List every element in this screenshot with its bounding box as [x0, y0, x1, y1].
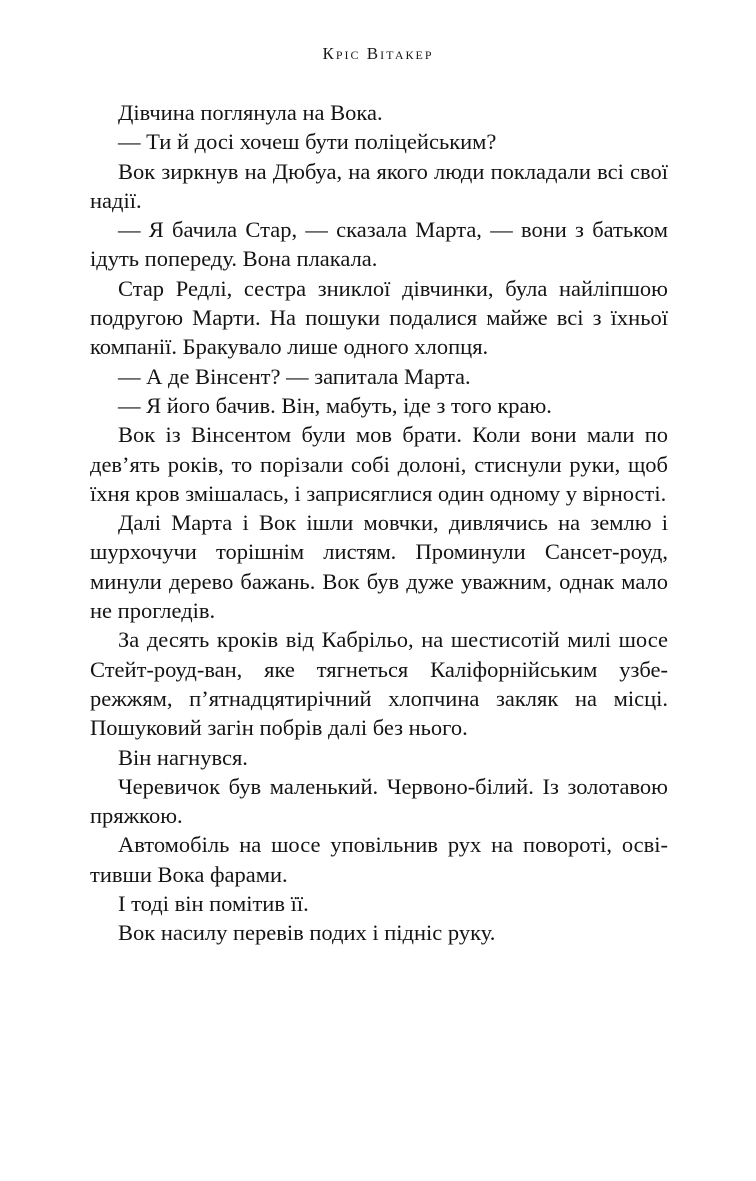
paragraph: Дівчина поглянула на Вока. — [118, 100, 383, 125]
paragraph: Він нагнувся. — [118, 744, 248, 770]
paragraph: Вок зиркнув на Дюбуа, на якого люди покладали всі свої надії. — [90, 158, 668, 213]
paragraph: Далі Марта і Вок ішли мовчки, дивлячись на землю і шурхочучи торішнім листям. Проминули Сансет-роуд, минули дерево бажань. Вок був дуже уважним, однак мало не прогледів. — [90, 510, 668, 624]
running-head-author: Кріс Вітакер — [322, 44, 434, 63]
paragraph: За десять кроків від Кабрільо, на шестисотій милі шосе Стейт-роуд-ван, яке тягнеться Каліфорнійським узбережжям, п’ятнадцятирічний хлопчина закляк на місці. Пошуковий загін побрів далі без нього. — [90, 627, 668, 741]
paragraph: — Я бачила Стар, — сказала Марта, — вони з батьком ідуть попереду. Вона плакала. — [90, 217, 668, 272]
paragraph: Черевичок був маленький. Червоно-білий. Із золотавою пряжкою. — [90, 773, 668, 829]
body-text — [90, 98, 668, 948]
paragraph: — Ти й досі хочеш бути поліцейським? — [118, 129, 497, 155]
paragraph: Автомобіль на шосе уповільнив рух на повороті, освітивши Вока фарами. — [90, 832, 668, 887]
paragraph: Вок насилу перевів подих і підніс руку. — [118, 920, 496, 946]
paragraph: — А де Вінсент? — запитала Марта. — [118, 363, 471, 389]
paragraph: І тоді він помітив її. — [118, 891, 309, 917]
paragraph: Вок із Вінсентом були мов брати. Коли вони мали по дев’ять років, то порізали собі долоні, стиснули руки, щоб їхня кров змішалась, і заприсяглися один одному у вірності. — [90, 422, 668, 506]
paragraph: Стар Редлі, сестра зниклої дівчинки, була найліпшою подругою Марти. На пошуки подалися майже всі з їхньої компанії. Бракувало лише одного хлопця. — [90, 275, 668, 360]
paragraph: — Я його бачив. Він, мабуть, іде з того краю. — [118, 392, 552, 418]
